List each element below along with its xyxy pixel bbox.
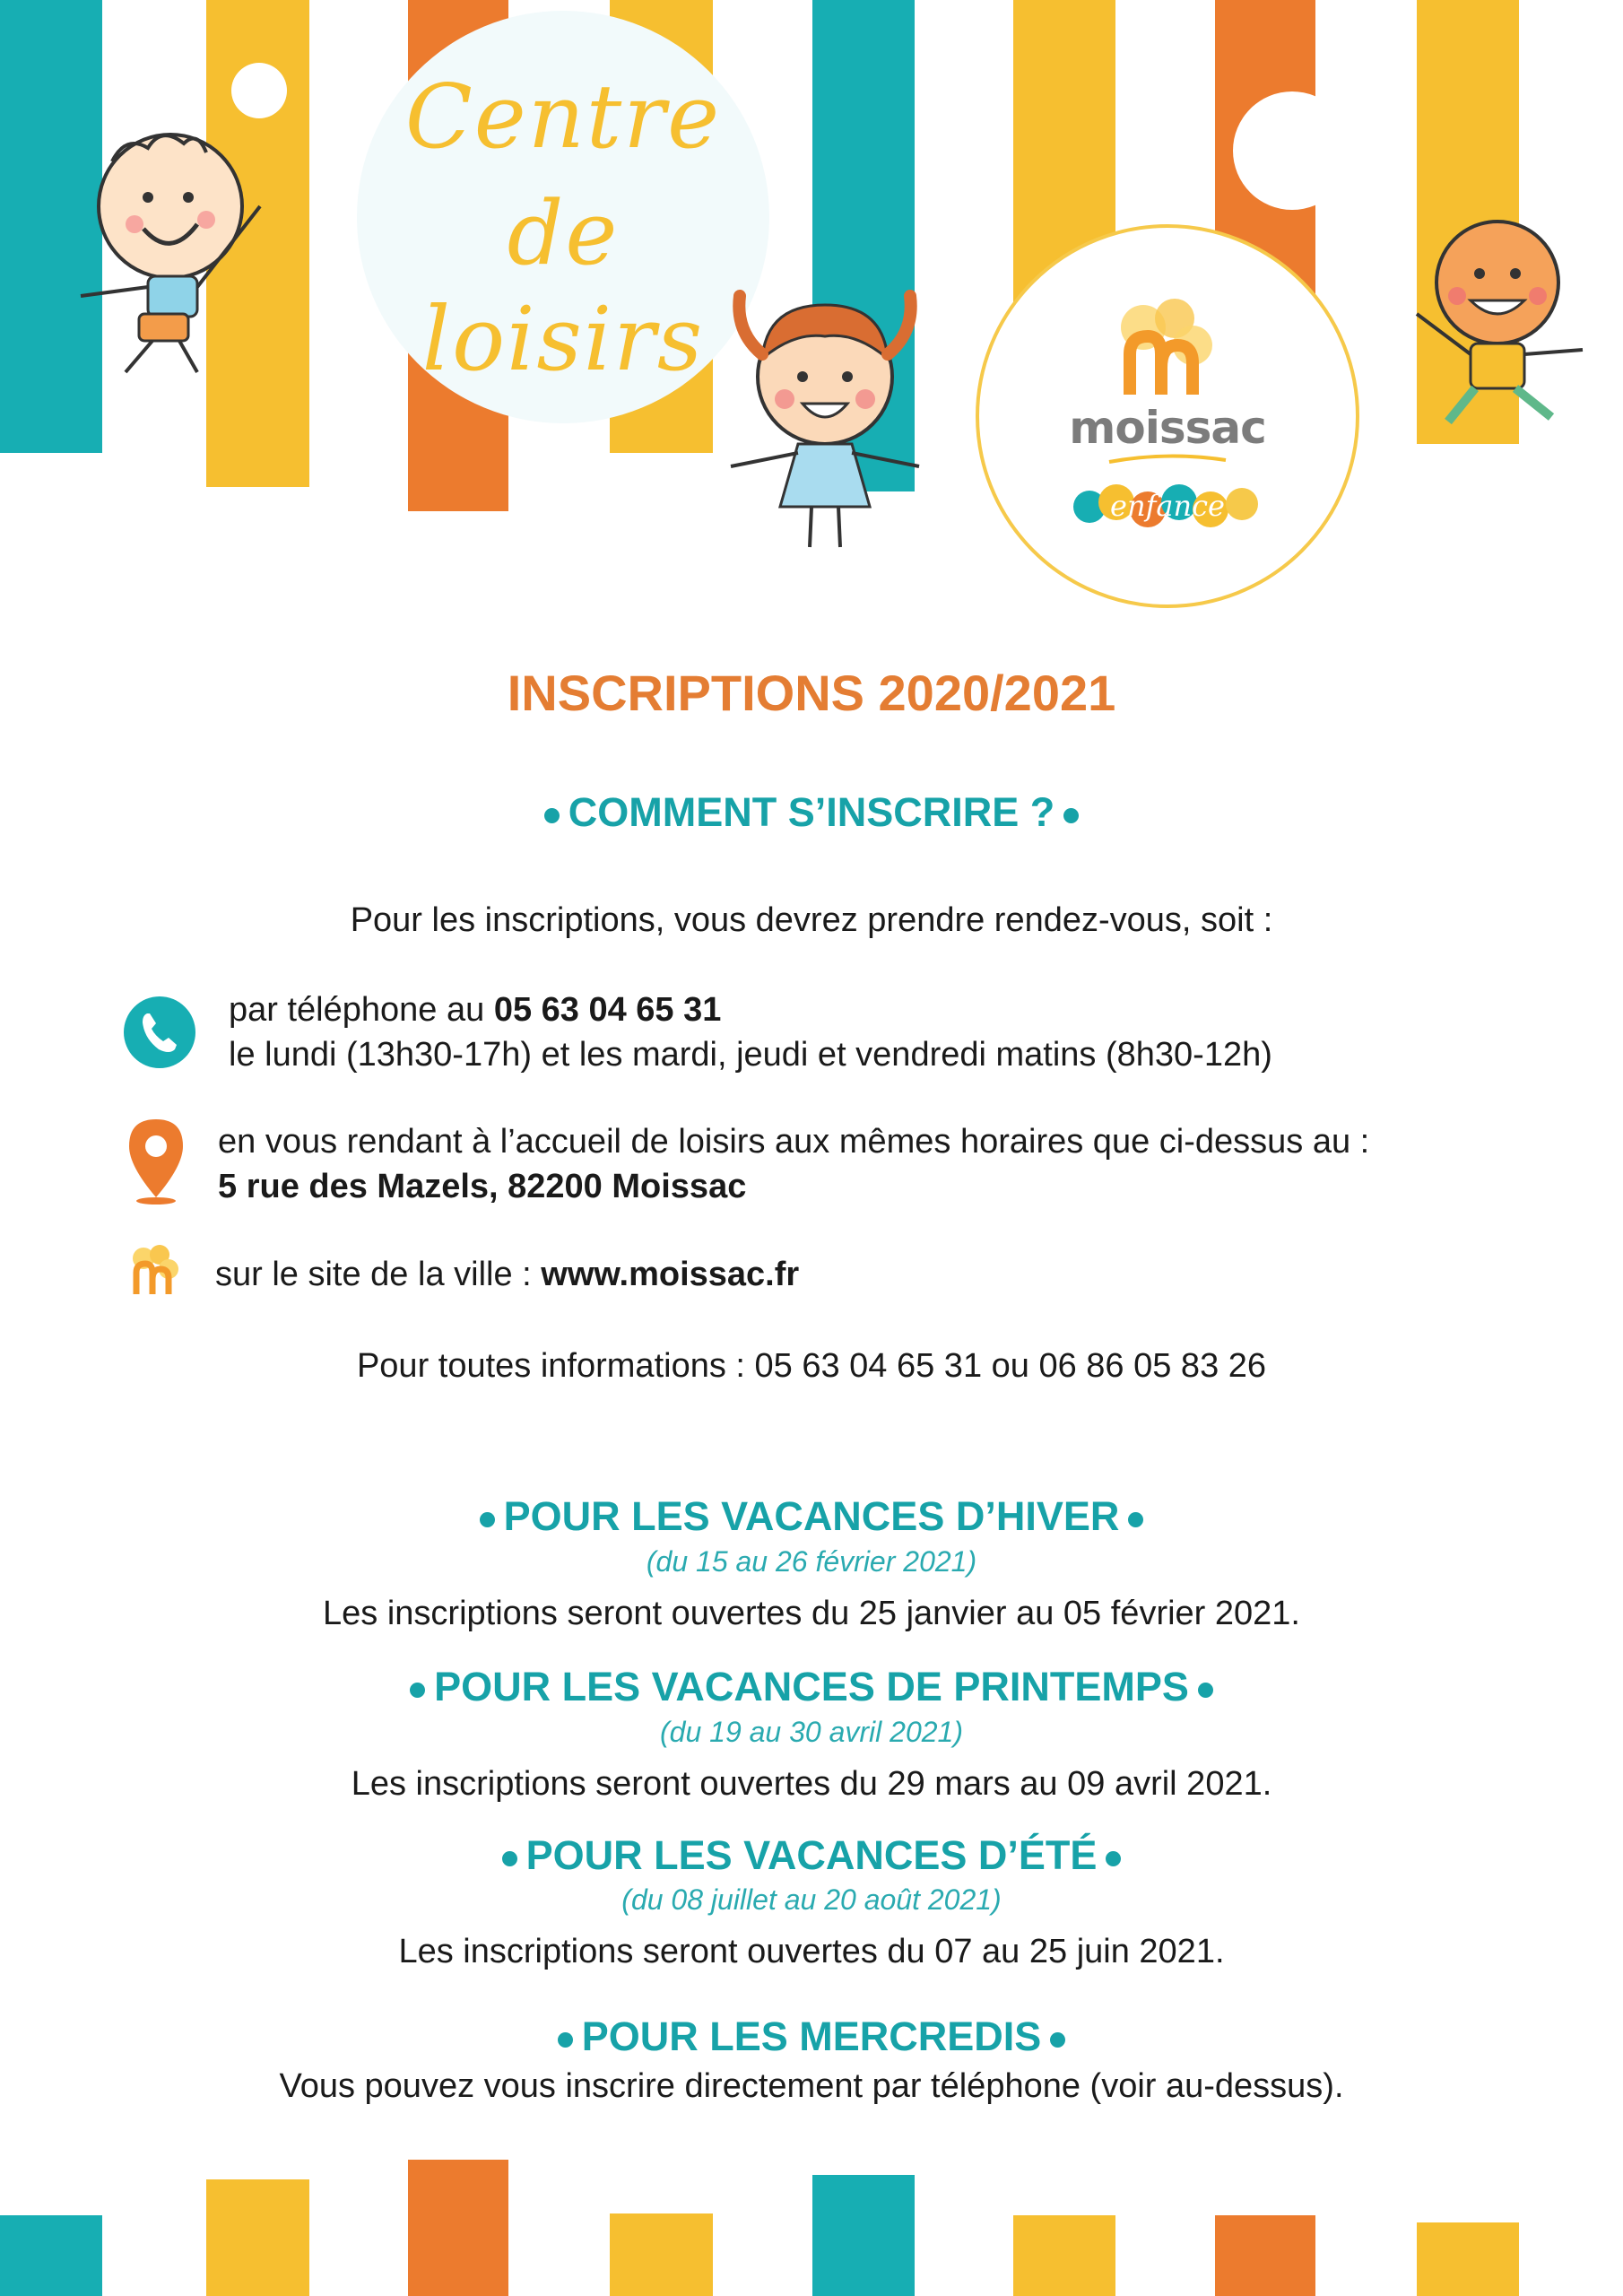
logo-tagline: enfance — [1110, 489, 1225, 523]
how-to-intro: Pour les inscriptions, vous devrez prendre rendez-vous, soit : — [350, 901, 1273, 939]
title-line-2: de — [507, 183, 620, 285]
phone-number: 05 63 04 65 31 — [493, 991, 722, 1029]
visit-text: en vous rendant à l’accueil de loisirs aux mêmes horaires que ci-dessus au : — [218, 1123, 1370, 1161]
winter-heading: POUR LES VACANCES D’HIVER — [0, 1493, 1623, 1540]
phone-hours: le lundi (13h30-17h) et les mardi, jeudi et vendredi matins (8h30-12h) — [229, 1036, 1272, 1074]
visit-address: 5 rue des Mazels, 82200 Moissac — [218, 1168, 747, 1205]
wednesday-text: Vous pouvez vous inscrire directement par téléphone (voir au-dessus). — [279, 2067, 1344, 2105]
moissac-small-logo-icon — [126, 1242, 181, 1300]
girl-illustration — [713, 278, 937, 565]
web-line: sur le site de la ville : www.moissac.fr — [215, 1256, 800, 1293]
title-line-1: Centre — [404, 66, 722, 169]
bullet-dot — [1050, 2032, 1065, 2048]
location-pin-icon — [126, 1117, 187, 1206]
logo-swoosh — [1105, 453, 1230, 465]
bullet-dot — [502, 1851, 517, 1866]
spring-dates: (du 19 au 30 avril 2021) — [660, 1716, 963, 1748]
bullet-dot — [1106, 1851, 1121, 1866]
bullet-dot — [1128, 1512, 1143, 1527]
summer-text: Les inscriptions seront ouvertes du 07 au 25 juin 2021. — [398, 1933, 1225, 1970]
child-illustration-left — [63, 126, 278, 386]
wednesday-heading: POUR LES MERCREDIS — [0, 2013, 1623, 2060]
how-to-heading: COMMENT S’INSCRIRE ? — [0, 789, 1623, 836]
phone-icon — [123, 996, 196, 1069]
website-link[interactable]: www.moissac.fr — [541, 1256, 800, 1293]
spring-heading: POUR LES VACANCES DE PRINTEMPS — [0, 1664, 1623, 1710]
decor-circle-large — [1233, 91, 1351, 210]
child-illustration-right — [1403, 215, 1610, 439]
decor-circle-small — [231, 63, 287, 118]
summer-heading: POUR LES VACANCES D’ÉTÉ — [0, 1832, 1623, 1879]
bullet-dot — [410, 1683, 425, 1698]
summer-dates: (du 08 juillet au 20 août 2021) — [621, 1883, 1002, 1916]
logo-brand-name: moissac — [1069, 402, 1266, 454]
bullet-dot — [1198, 1683, 1213, 1698]
winter-dates: (du 15 au 26 février 2021) — [646, 1545, 977, 1578]
moissac-logo-icon — [1107, 296, 1224, 404]
bullet-dot — [544, 808, 560, 823]
info-line: Pour toutes informations : 05 63 04 65 31 ou 06 86 05 83 26 — [356, 1347, 1267, 1385]
bullet-dot — [558, 2032, 573, 2048]
winter-text: Les inscriptions seront ouvertes du 25 janvier au 05 février 2021. — [323, 1595, 1300, 1632]
phone-line: par téléphone au 05 63 04 65 31 — [229, 991, 722, 1029]
spring-text: Les inscriptions seront ouvertes du 29 mars au 09 avril 2021. — [351, 1765, 1272, 1803]
bullet-dot — [1063, 808, 1079, 823]
title-line-3: loisirs — [421, 289, 705, 391]
page-title: INSCRIPTIONS 2020/2021 — [507, 665, 1116, 721]
bullet-dot — [480, 1512, 495, 1527]
